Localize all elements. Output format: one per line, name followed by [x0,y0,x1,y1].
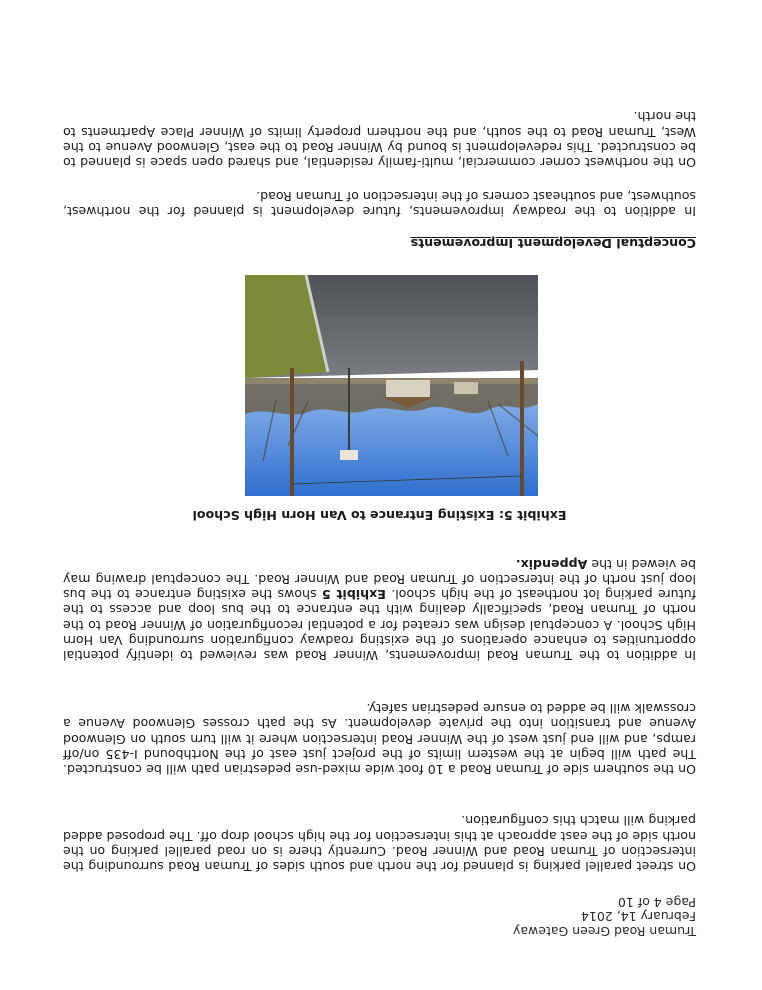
header-project-title: Truman Road Green Gateway [513,924,696,939]
photo-sign [340,450,358,460]
header-page-number: Page 4 of 10 [617,895,696,910]
header-date: February 14, 2014 [580,909,696,925]
paragraph-pedestrian-path: On the southern side of Truman Road a 10 foot wide mixed-use pedestrian path will be constructed. The path will begin at the western limits of the project just east of the Northbound I-435 on/off ramps, and will end just west of the Winner Road intersection where it will turn south on Glenwood Avenue and transition into the private development. As the path crosses Glenwood Avenue a crosswalk will be added to ensure pedestrian safety. [63,701,696,777]
paragraph-northwest-corner: On the northwest corner commercial, multi-family residential, and shared open space is planned to be constructed. This redevelopment is bound by Winner Road to the east, Glenwood Avenue to the West, Truman Road to the south, and the northern property limits of Winner Place Apartments to the north. [63,109,696,170]
paragraph-winner-road-text-cont: shows the existing entrance to the bus loop just north of the intersection of Truman Road and Winner Road. The conceptual drawing may be viewed in the [63,556,696,603]
section-title-conceptual-development: Conceptual Development Improvements [410,236,696,251]
page-header [513,895,696,939]
photo-house-far [454,382,478,394]
paragraph-street-parking: On street parallel parking is planned for the north and south sides of Truman Road surrounding the intersection of Truman Road and Winner Road. Currently there is on road parallel parking on the north side of the east approach at this intersection for the high school drop off. The proposed added parking will match this configuration. [63,813,696,874]
exhibit-caption: Exhibit 5: Existing Entrance to Van Horn High School [192,508,567,523]
paragraph-winner-road-text: In addition to the Truman Road improvements, Winner Road was reviewed to identify potential opportunities to enhance operations of the existing roadway configuration surrounding Van Horn High School. A conceptual design was created for a potential reconfiguration of Winner Road to the north of Truman Road, specifically dealing with the entrance to the bus loop and access to the future parking lot northeast of the high school. [63,587,696,663]
photo-house [386,380,430,398]
paragraph-future-development: In addition to the roadway improvements, future development is planned for the northwest, southwest, and southeast corners of the intersection of Truman Road. [63,188,696,219]
photo-sign-post [348,368,350,456]
paragraph-winner-road [63,557,696,663]
exhibit-reference: Exhibit 5 [321,587,386,603]
exhibit-photo [245,275,538,496]
photo-utility-pole-right [290,368,294,496]
appendix-reference: Appendix. [515,556,588,572]
